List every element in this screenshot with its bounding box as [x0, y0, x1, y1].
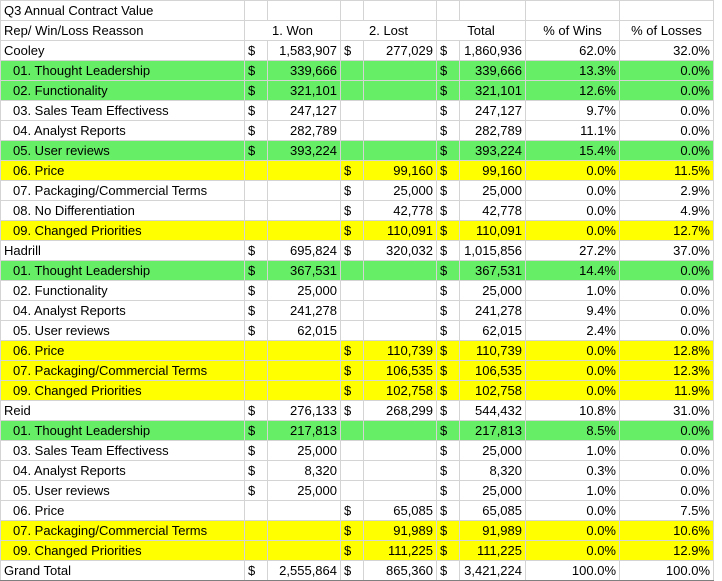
total-cell[interactable]: 367,531 — [460, 261, 526, 281]
lost-cell[interactable]: 865,360 — [364, 561, 437, 581]
won-cell[interactable]: 217,813 — [268, 421, 341, 441]
total-currency-cell[interactable]: $ — [437, 201, 460, 221]
pct-wins-cell[interactable]: 1.0% — [526, 441, 620, 461]
pct-wins-cell[interactable]: 0.3% — [526, 461, 620, 481]
won-cell[interactable]: 2,555,864 — [268, 561, 341, 581]
table-row — [1, 421, 714, 441]
table-row — [1, 461, 714, 481]
won-currency-cell[interactable] — [245, 381, 268, 401]
pct-losses-cell[interactable]: 0.0% — [620, 101, 714, 121]
won-cell[interactable]: 247,127 — [268, 101, 341, 121]
pct-wins-cell[interactable]: 8.5% — [526, 421, 620, 441]
won-currency-cell[interactable]: $ — [245, 241, 268, 261]
total-currency-cell[interactable]: $ — [437, 401, 460, 421]
table-row — [1, 161, 714, 181]
lost-cell[interactable] — [364, 461, 437, 481]
pct-wins-cell[interactable]: 13.3% — [526, 61, 620, 81]
total-currency-cell[interactable]: $ — [437, 481, 460, 501]
lost-cell[interactable] — [364, 481, 437, 501]
won-cell[interactable] — [268, 181, 341, 201]
label-cell[interactable]: Reid — [1, 401, 245, 421]
table-row — [1, 381, 714, 401]
won-currency-cell[interactable]: $ — [245, 321, 268, 341]
header-cell-pct-wins[interactable]: % of Wins — [526, 21, 620, 41]
won-cell[interactable]: 25,000 — [268, 281, 341, 301]
label-cell[interactable]: 06. Price — [1, 161, 245, 181]
lost-currency-cell[interactable]: $ — [341, 201, 364, 221]
pct-losses-cell[interactable]: 37.0% — [620, 241, 714, 261]
won-currency-cell[interactable]: $ — [245, 41, 268, 61]
won-currency-cell[interactable]: $ — [245, 441, 268, 461]
pct-losses-cell[interactable]: 11.9% — [620, 381, 714, 401]
won-cell[interactable] — [268, 521, 341, 541]
label-cell[interactable]: 04. Analyst Reports — [1, 121, 245, 141]
pct-losses-cell[interactable]: 0.0% — [620, 461, 714, 481]
won-cell[interactable]: 241,278 — [268, 301, 341, 321]
won-cell[interactable]: 8,320 — [268, 461, 341, 481]
header-cell-lost[interactable]: 2. Lost — [341, 21, 437, 41]
lost-currency-cell[interactable] — [341, 81, 364, 101]
won-currency-cell[interactable]: $ — [245, 261, 268, 281]
pct-wins-cell[interactable]: 0.0% — [526, 541, 620, 561]
total-cell[interactable]: 393,224 — [460, 141, 526, 161]
pct-wins-cell[interactable]: 15.4% — [526, 141, 620, 161]
total-currency-cell[interactable]: $ — [437, 301, 460, 321]
table-row — [1, 441, 714, 461]
total-currency-cell[interactable]: $ — [437, 41, 460, 61]
total-currency-cell[interactable]: $ — [437, 461, 460, 481]
won-currency-cell[interactable] — [245, 181, 268, 201]
won-currency-cell[interactable]: $ — [245, 301, 268, 321]
lost-currency-cell[interactable] — [341, 441, 364, 461]
lost-cell[interactable] — [364, 281, 437, 301]
pct-wins-cell[interactable]: 12.6% — [526, 81, 620, 101]
won-cell[interactable]: 276,133 — [268, 401, 341, 421]
total-cell[interactable]: 25,000 — [460, 281, 526, 301]
total-cell[interactable]: 1,860,936 — [460, 41, 526, 61]
pct-losses-cell[interactable]: 0.0% — [620, 141, 714, 161]
won-cell[interactable]: 339,666 — [268, 61, 341, 81]
total-cell[interactable]: 25,000 — [460, 181, 526, 201]
pct-losses-cell[interactable]: 12.7% — [620, 221, 714, 241]
label-cell[interactable]: 01. Thought Leadership — [1, 61, 245, 81]
label-cell[interactable]: 04. Analyst Reports — [1, 461, 245, 481]
won-cell[interactable] — [268, 501, 341, 521]
won-currency-cell[interactable] — [245, 361, 268, 381]
table-row — [1, 201, 714, 221]
lost-currency-cell[interactable] — [341, 141, 364, 161]
lost-cell[interactable]: 320,032 — [364, 241, 437, 261]
lost-cell[interactable] — [364, 121, 437, 141]
won-currency-cell[interactable]: $ — [245, 281, 268, 301]
lost-currency-cell[interactable]: $ — [341, 241, 364, 261]
lost-currency-cell[interactable]: $ — [341, 361, 364, 381]
lost-cell[interactable]: 110,091 — [364, 221, 437, 241]
lost-currency-cell[interactable]: $ — [341, 161, 364, 181]
lost-currency-cell[interactable] — [341, 281, 364, 301]
total-cell[interactable]: 321,101 — [460, 81, 526, 101]
table-row — [1, 281, 714, 301]
pct-wins-cell[interactable]: 9.7% — [526, 101, 620, 121]
won-currency-cell[interactable]: $ — [245, 121, 268, 141]
table-row — [1, 341, 714, 361]
label-cell[interactable]: 08. No Differentiation — [1, 201, 245, 221]
total-currency-cell[interactable]: $ — [437, 121, 460, 141]
total-cell[interactable]: 217,813 — [460, 421, 526, 441]
lost-cell[interactable]: 102,758 — [364, 381, 437, 401]
total-cell[interactable]: 241,278 — [460, 301, 526, 321]
grand-total-row — [1, 561, 714, 581]
label-cell[interactable]: 07. Packaging/Commercial Terms — [1, 521, 245, 541]
table-row — [1, 501, 714, 521]
lost-cell[interactable] — [364, 81, 437, 101]
pct-wins-cell[interactable]: 1.0% — [526, 281, 620, 301]
label-cell[interactable]: 03. Sales Team Effectivess — [1, 101, 245, 121]
pct-wins-cell[interactable]: 2.4% — [526, 321, 620, 341]
pct-losses-cell[interactable]: 0.0% — [620, 81, 714, 101]
won-currency-cell[interactable]: $ — [245, 561, 268, 581]
lost-currency-cell[interactable]: $ — [341, 221, 364, 241]
pct-losses-cell[interactable]: 32.0% — [620, 41, 714, 61]
total-cell[interactable]: 99,160 — [460, 161, 526, 181]
lost-currency-cell[interactable]: $ — [341, 561, 364, 581]
won-cell[interactable]: 1,583,907 — [268, 41, 341, 61]
label-cell[interactable]: 04. Analyst Reports — [1, 301, 245, 321]
lost-cell[interactable]: 106,535 — [364, 361, 437, 381]
table-row — [1, 521, 714, 541]
won-cell[interactable] — [268, 361, 341, 381]
total-cell[interactable]: 110,091 — [460, 221, 526, 241]
total-cell[interactable]: 62,015 — [460, 321, 526, 341]
total-currency-cell[interactable]: $ — [437, 141, 460, 161]
table-row — [1, 481, 714, 501]
table-row — [1, 101, 714, 121]
total-cell[interactable]: 8,320 — [460, 461, 526, 481]
lost-cell[interactable]: 25,000 — [364, 181, 437, 201]
won-cell[interactable] — [268, 341, 341, 361]
pct-losses-cell[interactable]: 0.0% — [620, 301, 714, 321]
pct-wins-cell[interactable]: 0.0% — [526, 341, 620, 361]
header-cell-won[interactable]: 1. Won — [245, 21, 341, 41]
total-currency-cell[interactable]: $ — [437, 421, 460, 441]
lost-cell[interactable]: 99,160 — [364, 161, 437, 181]
total-cell[interactable]: 65,085 — [460, 501, 526, 521]
total-cell[interactable]: 544,432 — [460, 401, 526, 421]
lost-cell[interactable] — [364, 101, 437, 121]
lost-currency-cell[interactable]: $ — [341, 521, 364, 541]
pct-losses-cell[interactable]: 11.5% — [620, 161, 714, 181]
label-cell[interactable]: 05. User reviews — [1, 481, 245, 501]
lost-currency-cell[interactable] — [341, 301, 364, 321]
table-row — [1, 141, 714, 161]
total-currency-cell[interactable]: $ — [437, 181, 460, 201]
rep-row — [1, 241, 714, 261]
label-cell[interactable]: 02. Functionality — [1, 81, 245, 101]
lost-currency-cell[interactable] — [341, 321, 364, 341]
won-currency-cell[interactable] — [245, 521, 268, 541]
lost-currency-cell[interactable] — [341, 121, 364, 141]
table-row — [1, 61, 714, 81]
won-currency-cell[interactable]: $ — [245, 461, 268, 481]
won-currency-cell[interactable]: $ — [245, 401, 268, 421]
total-currency-cell[interactable]: $ — [437, 361, 460, 381]
pct-wins-cell[interactable]: 14.4% — [526, 261, 620, 281]
won-cell[interactable]: 695,824 — [268, 241, 341, 261]
pct-losses-cell[interactable]: 0.0% — [620, 321, 714, 341]
label-cell[interactable]: 06. Price — [1, 501, 245, 521]
pct-losses-cell[interactable]: 2.9% — [620, 181, 714, 201]
won-cell[interactable] — [268, 221, 341, 241]
pct-losses-cell[interactable]: 4.9% — [620, 201, 714, 221]
won-cell[interactable] — [268, 201, 341, 221]
lost-currency-cell[interactable]: $ — [341, 501, 364, 521]
won-cell[interactable] — [268, 381, 341, 401]
pct-wins-cell[interactable]: 0.0% — [526, 381, 620, 401]
total-currency-cell[interactable]: $ — [437, 521, 460, 541]
table-row — [1, 541, 714, 561]
total-currency-cell[interactable]: $ — [437, 101, 460, 121]
won-cell[interactable]: 282,789 — [268, 121, 341, 141]
total-currency-cell[interactable]: $ — [437, 261, 460, 281]
lost-cell[interactable]: 111,225 — [364, 541, 437, 561]
won-currency-cell[interactable]: $ — [245, 81, 268, 101]
total-currency-cell[interactable]: $ — [437, 221, 460, 241]
total-cell[interactable]: 282,789 — [460, 121, 526, 141]
pct-wins-cell[interactable]: 0.0% — [526, 221, 620, 241]
won-currency-cell[interactable]: $ — [245, 141, 268, 161]
lost-cell[interactable]: 65,085 — [364, 501, 437, 521]
label-cell[interactable]: 01. Thought Leadership — [1, 261, 245, 281]
table-row — [1, 221, 714, 241]
pct-losses-cell[interactable]: 12.3% — [620, 361, 714, 381]
lost-cell[interactable] — [364, 61, 437, 81]
table-row — [1, 81, 714, 101]
lost-currency-cell[interactable] — [341, 61, 364, 81]
won-cell[interactable]: 367,531 — [268, 261, 341, 281]
won-currency-cell[interactable]: $ — [245, 481, 268, 501]
label-cell[interactable]: Hadrill — [1, 241, 245, 261]
lost-currency-cell[interactable] — [341, 261, 364, 281]
lost-currency-cell[interactable] — [341, 461, 364, 481]
label-cell[interactable]: 01. Thought Leadership — [1, 421, 245, 441]
label-cell[interactable]: 05. User reviews — [1, 141, 245, 161]
table-row — [1, 301, 714, 321]
total-cell[interactable]: 111,225 — [460, 541, 526, 561]
pct-wins-cell[interactable]: 11.1% — [526, 121, 620, 141]
lost-currency-cell[interactable]: $ — [341, 181, 364, 201]
lost-cell[interactable] — [364, 421, 437, 441]
total-currency-cell[interactable]: $ — [437, 61, 460, 81]
total-cell[interactable]: 1,015,856 — [460, 241, 526, 261]
pct-losses-cell[interactable]: 0.0% — [620, 441, 714, 461]
total-currency-cell[interactable]: $ — [437, 441, 460, 461]
pct-wins-cell[interactable]: 0.0% — [526, 521, 620, 541]
table-row — [1, 181, 714, 201]
label-cell[interactable]: 05. User reviews — [1, 321, 245, 341]
won-cell[interactable]: 25,000 — [268, 441, 341, 461]
won-currency-cell[interactable]: $ — [245, 421, 268, 441]
pct-losses-cell[interactable]: 0.0% — [620, 481, 714, 501]
won-cell[interactable]: 62,015 — [268, 321, 341, 341]
total-cell[interactable]: 102,758 — [460, 381, 526, 401]
total-currency-cell[interactable]: $ — [437, 241, 460, 261]
won-currency-cell[interactable] — [245, 541, 268, 561]
lost-currency-cell[interactable] — [341, 101, 364, 121]
lost-currency-cell[interactable]: $ — [341, 341, 364, 361]
lost-currency-cell[interactable]: $ — [341, 401, 364, 421]
label-cell[interactable]: 06. Price — [1, 341, 245, 361]
won-currency-cell[interactable] — [245, 501, 268, 521]
total-cell[interactable]: 3,421,224 — [460, 561, 526, 581]
total-currency-cell[interactable]: $ — [437, 341, 460, 361]
lost-currency-cell[interactable] — [341, 481, 364, 501]
total-currency-cell[interactable]: $ — [437, 541, 460, 561]
pct-losses-cell[interactable]: 31.0% — [620, 401, 714, 421]
header-cell-total[interactable]: Total — [437, 21, 526, 41]
lost-cell[interactable]: 277,029 — [364, 41, 437, 61]
table-row — [1, 261, 714, 281]
table-row — [1, 121, 714, 141]
pct-wins-cell[interactable]: 0.0% — [526, 181, 620, 201]
won-currency-cell[interactable]: $ — [245, 61, 268, 81]
total-cell[interactable]: 247,127 — [460, 101, 526, 121]
lost-cell[interactable]: 42,778 — [364, 201, 437, 221]
total-cell[interactable]: 339,666 — [460, 61, 526, 81]
lost-currency-cell[interactable]: $ — [341, 41, 364, 61]
pct-losses-cell[interactable]: 100.0% — [620, 561, 714, 581]
label-cell[interactable]: 09. Changed Priorities — [1, 381, 245, 401]
label-cell[interactable]: Cooley — [1, 41, 245, 61]
pct-losses-cell[interactable]: 0.0% — [620, 121, 714, 141]
label-cell[interactable]: 07. Packaging/Commercial Terms — [1, 181, 245, 201]
total-currency-cell[interactable]: $ — [437, 161, 460, 181]
label-cell[interactable]: 02. Functionality — [1, 281, 245, 301]
pct-wins-cell[interactable]: 10.8% — [526, 401, 620, 421]
won-cell[interactable] — [268, 541, 341, 561]
pct-losses-cell[interactable]: 12.8% — [620, 341, 714, 361]
label-cell[interactable]: 09. Changed Priorities — [1, 541, 245, 561]
pct-wins-cell[interactable]: 62.0% — [526, 41, 620, 61]
total-cell[interactable]: 42,778 — [460, 201, 526, 221]
won-currency-cell[interactable] — [245, 221, 268, 241]
lost-currency-cell[interactable]: $ — [341, 541, 364, 561]
won-cell[interactable]: 321,101 — [268, 81, 341, 101]
title-row — [1, 1, 714, 21]
pct-wins-cell[interactable]: 0.0% — [526, 161, 620, 181]
header-cell-reason[interactable]: Rep/ Win/Loss Reasson — [1, 21, 245, 41]
pct-wins-cell[interactable]: 1.0% — [526, 481, 620, 501]
total-cell[interactable]: 25,000 — [460, 441, 526, 461]
table-row — [1, 321, 714, 341]
lost-cell[interactable] — [364, 261, 437, 281]
total-currency-cell[interactable]: $ — [437, 281, 460, 301]
total-cell[interactable]: 25,000 — [460, 481, 526, 501]
sheet-title[interactable]: Q3 Annual Contract Value — [1, 1, 245, 21]
header-cell-pct-losses[interactable]: % of Losses — [620, 21, 714, 41]
rep-row — [1, 41, 714, 61]
pct-losses-cell[interactable]: 0.0% — [620, 261, 714, 281]
label-cell[interactable]: 07. Packaging/Commercial Terms — [1, 361, 245, 381]
pct-wins-cell[interactable]: 0.0% — [526, 501, 620, 521]
won-currency-cell[interactable] — [245, 161, 268, 181]
won-cell[interactable]: 393,224 — [268, 141, 341, 161]
lost-cell[interactable] — [364, 321, 437, 341]
total-currency-cell[interactable]: $ — [437, 81, 460, 101]
lost-cell[interactable]: 268,299 — [364, 401, 437, 421]
pct-losses-cell[interactable]: 10.6% — [620, 521, 714, 541]
pct-wins-cell[interactable]: 27.2% — [526, 241, 620, 261]
pct-wins-cell[interactable]: 0.0% — [526, 361, 620, 381]
total-cell[interactable]: 91,989 — [460, 521, 526, 541]
table-row — [1, 361, 714, 381]
total-currency-cell[interactable]: $ — [437, 321, 460, 341]
won-currency-cell[interactable]: $ — [245, 101, 268, 121]
total-currency-cell[interactable]: $ — [437, 381, 460, 401]
lost-currency-cell[interactable] — [341, 421, 364, 441]
lost-cell[interactable] — [364, 441, 437, 461]
total-cell[interactable]: 110,739 — [460, 341, 526, 361]
won-currency-cell[interactable] — [245, 341, 268, 361]
lost-cell[interactable] — [364, 141, 437, 161]
total-currency-cell[interactable]: $ — [437, 561, 460, 581]
won-cell[interactable]: 25,000 — [268, 481, 341, 501]
pct-losses-cell[interactable]: 12.9% — [620, 541, 714, 561]
pct-losses-cell[interactable]: 0.0% — [620, 281, 714, 301]
pct-wins-cell[interactable]: 100.0% — [526, 561, 620, 581]
won-cell[interactable] — [268, 161, 341, 181]
label-cell[interactable]: 09. Changed Priorities — [1, 221, 245, 241]
rep-row — [1, 401, 714, 421]
total-cell[interactable]: 106,535 — [460, 361, 526, 381]
pct-losses-cell[interactable]: 7.5% — [620, 501, 714, 521]
lost-cell[interactable]: 91,989 — [364, 521, 437, 541]
pct-wins-cell[interactable]: 0.0% — [526, 201, 620, 221]
label-cell[interactable]: Grand Total — [1, 561, 245, 581]
total-currency-cell[interactable]: $ — [437, 501, 460, 521]
lost-cell[interactable] — [364, 301, 437, 321]
pct-losses-cell[interactable]: 0.0% — [620, 61, 714, 81]
won-currency-cell[interactable] — [245, 201, 268, 221]
pct-losses-cell[interactable]: 0.0% — [620, 421, 714, 441]
lost-currency-cell[interactable]: $ — [341, 381, 364, 401]
label-cell[interactable]: 03. Sales Team Effectivess — [1, 441, 245, 461]
lost-cell[interactable]: 110,739 — [364, 341, 437, 361]
pct-wins-cell[interactable]: 9.4% — [526, 301, 620, 321]
header-row — [1, 21, 714, 41]
